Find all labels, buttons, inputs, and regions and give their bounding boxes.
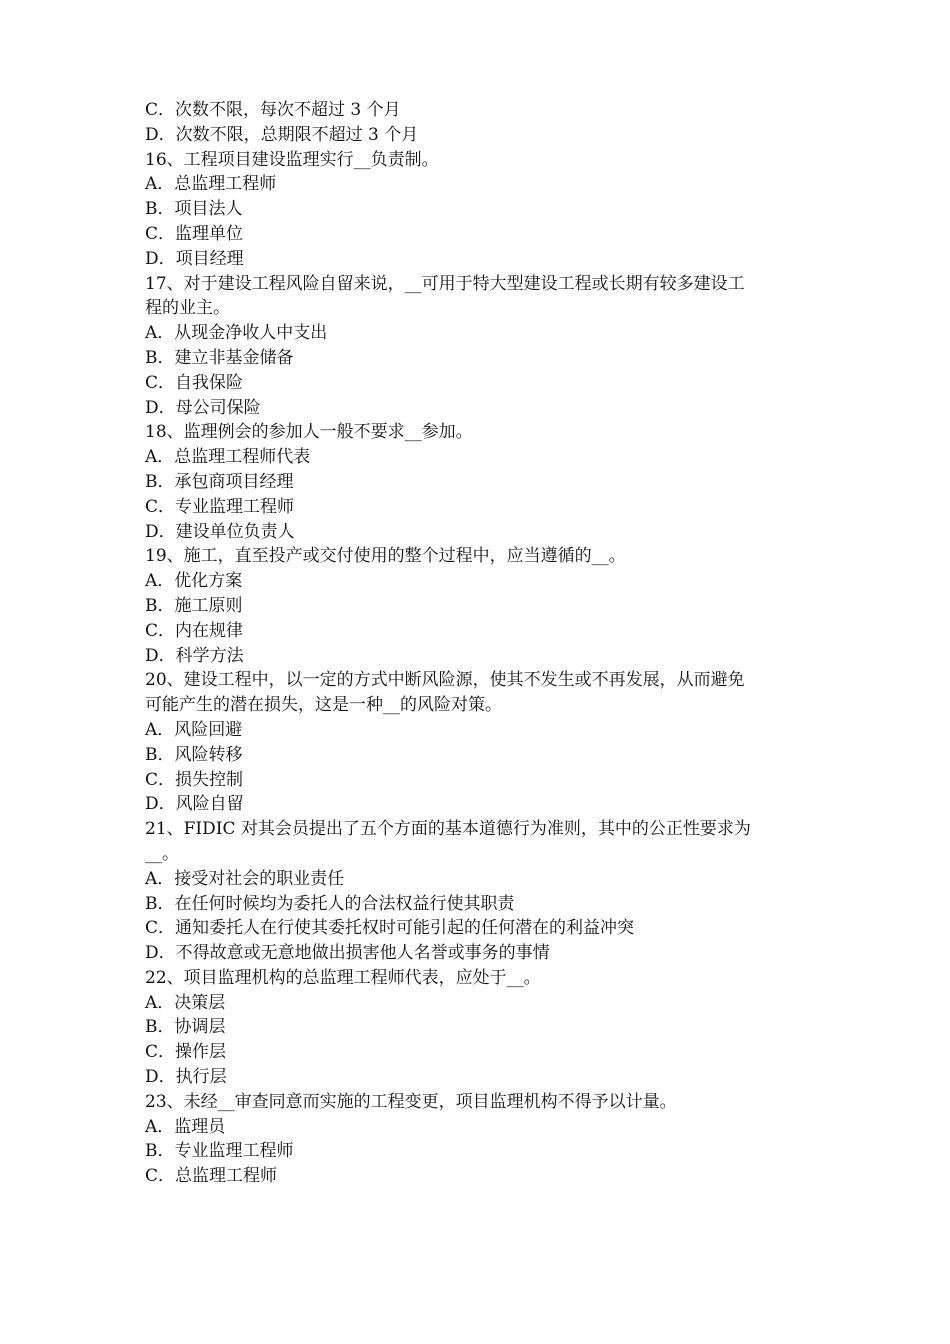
option-d: D．项目经理 — [145, 248, 244, 269]
question-20: 20、建设工程中，以一定的方式中断风险源，使其不发生或不再发展，从而避免 — [145, 670, 745, 691]
question-21-cont: __。 — [145, 843, 179, 864]
option-c: C．专业监理工程师 — [145, 496, 295, 517]
option-a: A．优化方案 — [145, 571, 243, 592]
option-b: B．承包商项目经理 — [145, 471, 294, 492]
option-b: B．专业监理工程师 — [145, 1141, 294, 1162]
option-c: C．监理单位 — [145, 223, 244, 244]
text-line: D．次数不限，总期限不超过 3 个月 — [145, 124, 419, 145]
option-a: A．风险回避 — [145, 719, 243, 740]
option-d: D．不得故意或无意地做出损害他人名誉或事务的事情 — [145, 943, 550, 964]
option-d: D．建设单位负责人 — [145, 521, 295, 542]
option-b: B．项目法人 — [145, 199, 243, 220]
option-b: B．在任何时候均为委托人的合法权益行使其职责 — [145, 893, 515, 914]
option-b: B．建立非基金储备 — [145, 347, 294, 368]
document-body — [145, 98, 815, 1189]
option-d: D．科学方法 — [145, 645, 244, 666]
option-d: D．风险自留 — [145, 794, 244, 815]
option-a: A．监理员 — [145, 1116, 226, 1137]
option-c: C．内在规律 — [145, 620, 244, 641]
option-d: D．母公司保险 — [145, 397, 261, 418]
option-b: B．施工原则 — [145, 595, 243, 616]
option-a: A．总监理工程师代表 — [145, 447, 311, 468]
question-18: 18、监理例会的参加人一般不要求__参加。 — [145, 422, 473, 443]
question-17-cont: 程的业主。 — [145, 298, 230, 319]
question-20-cont: 可能产生的潜在损失，这是一种__的风险对策。 — [145, 695, 502, 716]
option-c: C．自我保险 — [145, 372, 244, 393]
question-17: 17、对于建设工程风险自留来说，__可用于特大型建设工程或长期有较多建设工 — [145, 273, 745, 294]
option-a: A．决策层 — [145, 992, 226, 1013]
option-c: C．损失控制 — [145, 769, 244, 790]
option-c: C．操作层 — [145, 1042, 227, 1063]
option-b: B．风险转移 — [145, 744, 243, 765]
option-a: A．总监理工程师 — [145, 174, 277, 195]
question-22: 22、项目监理机构的总监理工程师代表，应处于__。 — [145, 967, 541, 988]
option-d: D．执行层 — [145, 1067, 227, 1088]
question-21: 21、FIDIC 对其会员提出了五个方面的基本道德行为准则，其中的公正性要求为 — [145, 819, 751, 840]
question-23: 23、未经__审查同意而实施的工程变更，项目监理机构不得予以计量。 — [145, 1091, 677, 1112]
option-c: C．总监理工程师 — [145, 1166, 278, 1187]
option-a: A．接受对社会的职业责任 — [145, 868, 345, 889]
option-b: B．协调层 — [145, 1017, 226, 1038]
text-line: C．次数不限，每次不超过 3 个月 — [145, 100, 401, 120]
option-a: A．从现金净收人中支出 — [145, 323, 328, 344]
question-16: 16、工程项目建设监理实行__负责制。 — [145, 149, 439, 170]
option-c: C．通知委托人在行使其委托权时可能引起的任何潜在的利益冲突 — [145, 918, 635, 939]
question-19: 19、施工，直至投产或交付使用的整个过程中，应当遵循的__。 — [145, 546, 626, 567]
